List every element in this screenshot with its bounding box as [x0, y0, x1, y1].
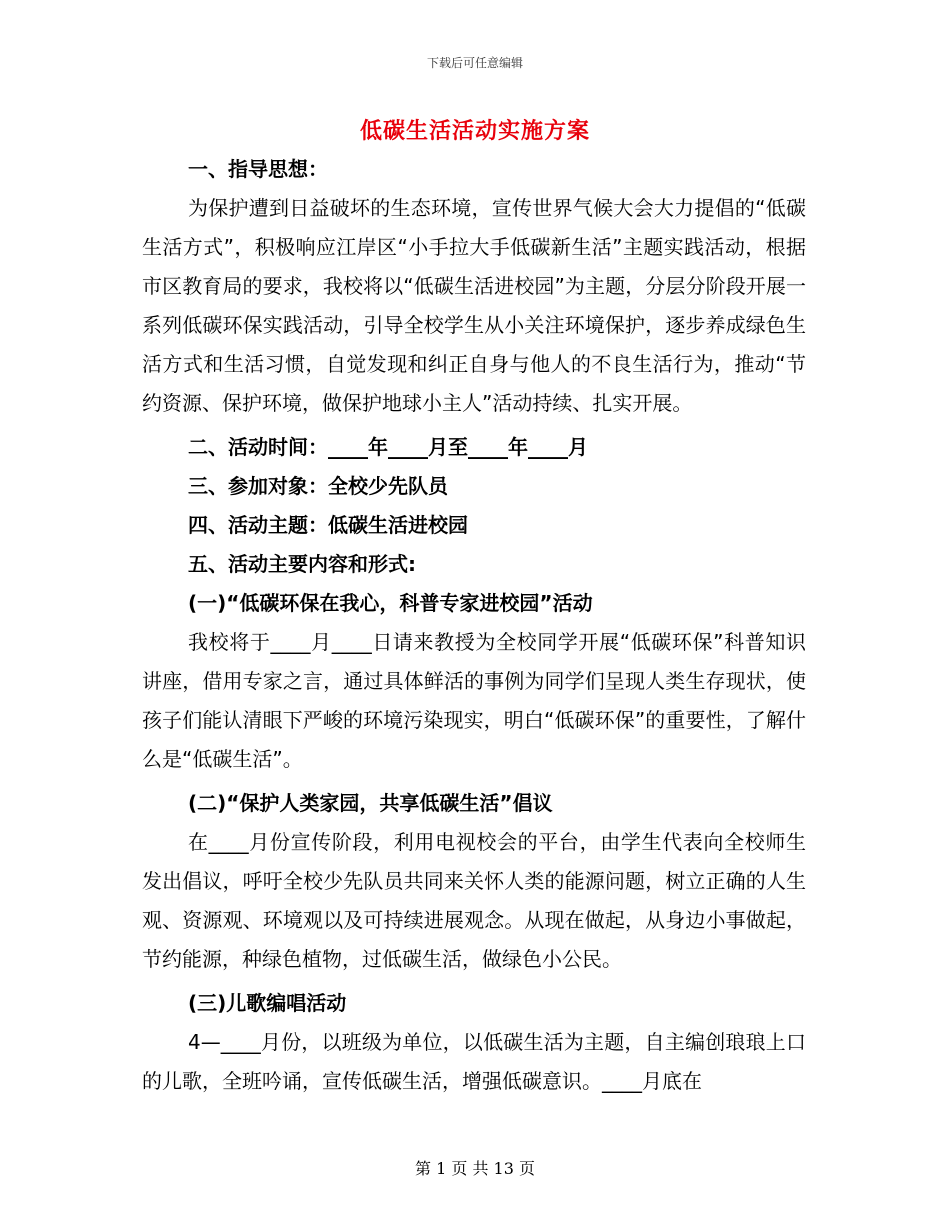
section-heading-guiding-ideology: 一、指导思想： — [188, 157, 328, 181]
section-heading-participants: 三、参加对象：全校少先队员 — [188, 474, 448, 498]
subsection-heading-2: (二)“保护人类家园，共享低碳生活”倡议 — [188, 791, 553, 815]
page-footer-page-number: 第 1 页 共 13 页 — [415, 1159, 535, 1178]
section-heading-theme: 四、活动主题：低碳生活进校园 — [188, 513, 468, 537]
subsection-heading-3: (三)儿歌编唱活动 — [188, 991, 347, 1015]
subsection-paragraph-1: 我校将于____月____日请来教授为全校同学开展“低碳环保”科普知识讲座，借用专家之言，通过具体鲜活的事例为同学们呈现人类生存现状，使孩子们能认清眼下严峻的环境污染现实，明白“低碳环保”的重要性，了解什么是“低碳生活”。 — [142, 630, 806, 771]
subsection-paragraph-2: 在____月份宣传阶段，利用电视校会的平台，由学生代表向全校师生发出倡议，呼吁全校少先队员共同来关怀人类的能源问题，树立正确的人生观、资源观、环境观以及可持续进展观念。从现在做起，从身边小事做起，节约能源，种绿色植物，过低碳生活，做绿色小公民。 — [142, 830, 806, 971]
subsection-paragraph-3: 4—____月份，以班级为单位，以低碳生活为主题，自主编创琅琅上口的儿歌，全班吟诵，宣传低碳生活，增强低碳意识。____月底在 — [142, 1030, 806, 1093]
document-body — [142, 150, 806, 1101]
section-heading-content-form: 五、活动主要内容和形式: — [188, 552, 416, 576]
document-title: 低碳生活活动实施方案 — [359, 119, 590, 144]
subsection-heading-1: (一)“低碳环保在我心，科普专家进校园”活动 — [188, 591, 593, 615]
paragraph-guiding-ideology: 为保护遭到日益破坏的生态环境，宣传世界气候大会大力提倡的“低碳生活方式”，积极响应江岸区“小手拉大手低碳新生活”主题实践活动，根据市区教育局的要求，我校将以“低碳生活进校园”为主题，分层分阶段开展一系列低碳环保实践活动，引导全校学生从小关注环境保护，逐步养成绿色生活方式和生活习惯，自觉发现和纠正自身与他人的不良生活行为，推动“节约资源、保护环境，做保护地球小主人”活动持续、扎实开展。 — [142, 196, 806, 415]
section-heading-activity-time: 二、活动时间：____年____月至____年____月 — [188, 435, 588, 459]
page-header-note: 下载后可任意编辑 — [426, 56, 523, 70]
